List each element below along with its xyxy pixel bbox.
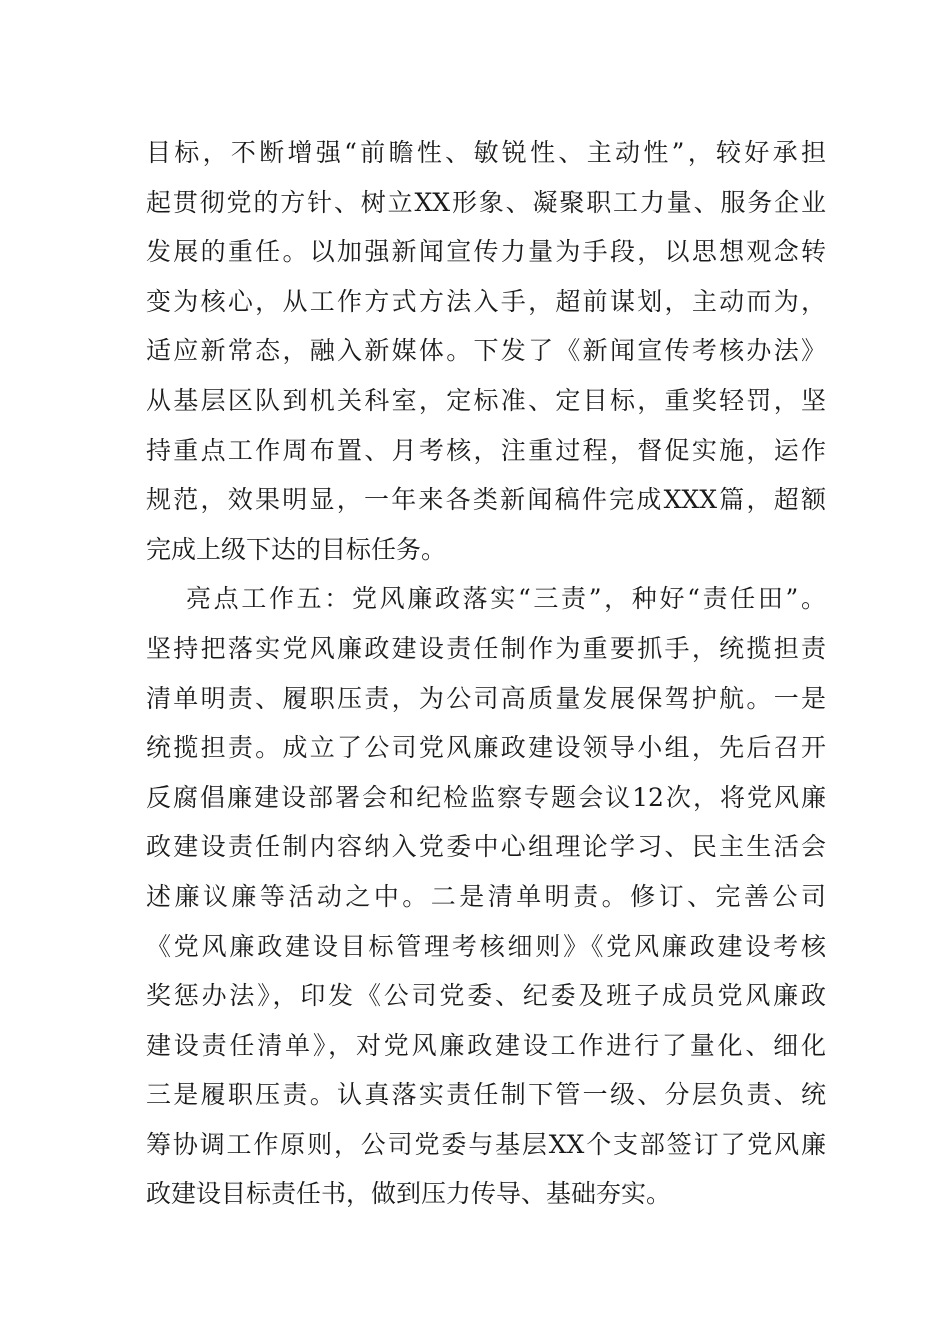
text-line: 变为核心，从工作方式方法入手，超前谋划，主动而为，	[146, 286, 826, 316]
text-line: 奖惩办法》，印发《公司党委、纪委及班子成员党风廉政	[146, 981, 826, 1011]
text-line: 政建设责任制内容纳入党委中心组理论学习、民主生活会	[146, 832, 826, 862]
text-line: 统揽担责。成立了公司党风廉政建设领导小组，先后召开	[146, 733, 826, 763]
text-line: 三是履职压责。认真落实责任制下管一级、分层负责、统	[146, 1080, 826, 1110]
text-line: 从基层区队到机关科室，定标准、定目标，重奖轻罚，坚	[146, 385, 826, 415]
text-line: 清单明责、履职压责，为公司高质量发展保驾护航。一是	[146, 683, 826, 713]
text-line: 发展的重任。以加强新闻宣传力量为手段，以思想观念转	[146, 237, 826, 267]
text-line: 完成上级下达的目标任务。	[146, 534, 447, 564]
text-line: 目标，不断增强“前瞻性、敏锐性、主动性”，较好承担	[146, 138, 826, 167]
text-line: 适应新常态，融入新媒体。下发了《新闻宣传考核办法》	[146, 336, 826, 366]
text-line: 《党风廉政建设目标管理考核细则》《党风廉政建设考核	[146, 931, 826, 961]
text-line: 持重点工作周布置、月考核，注重过程，督促实施，运作	[146, 435, 826, 465]
paragraph-heading-line: 亮点工作五：党风廉政落实“三责”，种好“责任田”。	[186, 584, 827, 614]
text-line: 筹协调工作原则，公司党委与基层XX个支部签订了党风廉	[146, 1129, 826, 1159]
text-line: 建设责任清单》，对党风廉政建设工作进行了量化、细化	[146, 1030, 826, 1060]
text-line: 反腐倡廉建设部署会和纪检监察专题会议12次，将党风廉	[146, 782, 826, 812]
text-line: 坚持把落实党风廉政建设责任制作为重要抓手，统揽担责	[146, 633, 826, 663]
text-line: 规范，效果明显，一年来各类新闻稿件完成XXX篇，超额	[146, 485, 826, 515]
text-line: 起贯彻党的方针、树立XX形象、凝聚职工力量、服务企业	[146, 187, 826, 217]
text-line: 政建设目标责任书，做到压力传导、基础夯实。	[146, 1179, 672, 1209]
text-line: 述廉议廉等活动之中。二是清单明责。修订、完善公司	[146, 881, 826, 911]
body-text	[146, 128, 826, 1219]
